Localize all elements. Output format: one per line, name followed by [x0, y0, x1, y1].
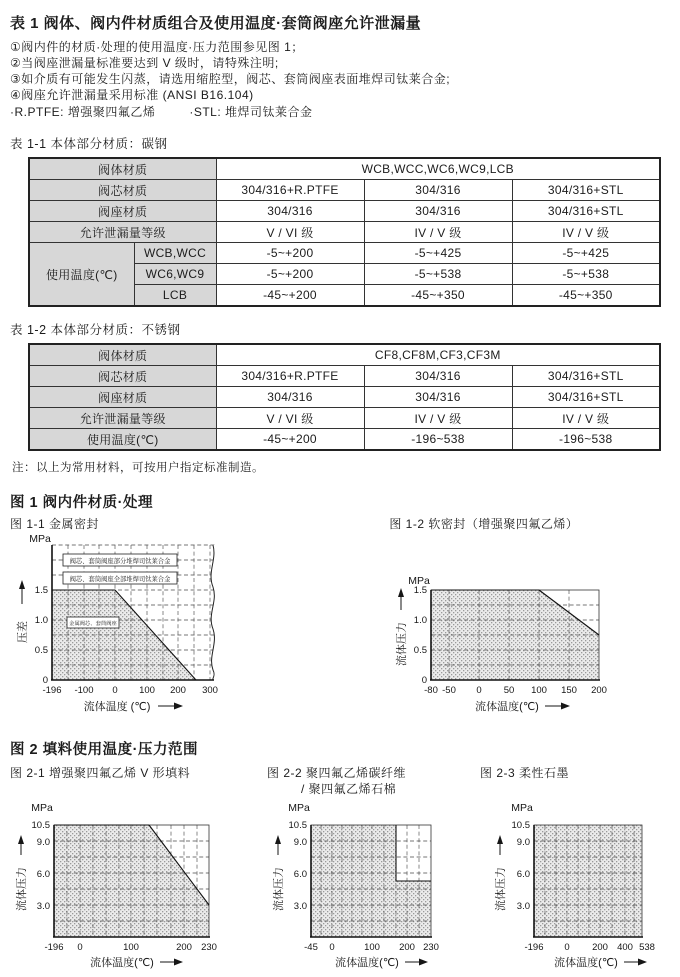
cell: -196~538	[512, 429, 660, 451]
table-stainless-steel	[28, 343, 661, 451]
y-unit-label: MPa	[408, 575, 431, 587]
note-3: ③如介质有可能发生闪蒸，请选用缩腔型，阀芯、套筒阀座表面堆焊司钛莱合金;	[10, 72, 451, 86]
figure2-3-block	[470, 765, 670, 977]
annotation-2-label: 阀芯、套筒阀座全部堆焊司钛莱合金	[69, 576, 171, 583]
x-tick-labels	[44, 942, 216, 953]
svg-text:流体压力: 流体压力	[273, 867, 285, 911]
table1-1-caption: 表 1-1 本体部分材质：碳钢	[10, 137, 168, 151]
svg-text:10.5: 10.5	[288, 820, 307, 831]
abbreviation-legend	[10, 103, 670, 121]
figure1-title: 图 1 阀内件材质·处理	[10, 495, 153, 511]
svg-text:流体温度 (℃): 流体温度 (℃)	[83, 701, 151, 713]
chart-fig2-1-vpacking	[10, 799, 225, 977]
cell: 304/316+R.PTFE	[216, 366, 364, 387]
y-tick-labels	[32, 820, 51, 912]
svg-text:流体温度(℃): 流体温度(℃)	[475, 701, 540, 713]
svg-text:0: 0	[476, 685, 482, 696]
table-row	[29, 243, 660, 264]
y-unit-label: MPa	[31, 802, 53, 814]
row-header-leak-class: 允许泄漏量等级	[29, 408, 216, 429]
svg-text:-50: -50	[442, 685, 457, 696]
up-arrow-icon	[497, 835, 503, 844]
cell: 304/316	[364, 180, 512, 201]
allowed-region-hatch	[534, 825, 642, 937]
svg-text:0: 0	[422, 675, 428, 686]
figure1-2-caption: 图 1-2 软密封（增强聚四氟乙烯）	[389, 517, 579, 531]
y-tick-labels	[289, 820, 308, 912]
figure2-2-caption-line2: / 聚四氟乙烯石棉	[301, 782, 397, 796]
cell: IV / V 级	[364, 408, 512, 429]
subrow-header: WCB,WCC	[134, 243, 216, 264]
chart-fig1-2-soft-seal	[389, 532, 617, 722]
svg-text:100: 100	[364, 942, 380, 953]
svg-text:200: 200	[399, 942, 415, 953]
right-arrow-icon	[419, 959, 428, 966]
table-row	[29, 387, 660, 408]
x-axis-label	[335, 955, 428, 969]
cell: 304/316	[216, 387, 364, 408]
subrow-header: LCB	[134, 285, 216, 307]
table-row	[29, 222, 660, 243]
table1-2-caption: 表 1-2 本体部分材质：不锈钢	[10, 323, 181, 337]
svg-text:流体压力: 流体压力	[16, 867, 28, 911]
row-header-service-temp: 使用温度(℃)	[29, 243, 134, 307]
cell: -45~+200	[216, 429, 364, 451]
x-tick-labels	[424, 685, 607, 696]
legend-stl: ·STL: 堆焊司钛莱合金	[189, 105, 313, 119]
up-arrow-icon	[18, 835, 24, 844]
note-1: ①阀内件的材质·处理的使用温度·压力范围参见图 1；	[10, 40, 304, 54]
cell-body-material: WCB,WCC,WC6,WC9,LCB	[216, 158, 660, 180]
cell: -5~+538	[512, 264, 660, 285]
svg-text:3.0: 3.0	[293, 901, 307, 912]
svg-text:100: 100	[139, 685, 155, 696]
svg-text:50: 50	[504, 685, 515, 696]
svg-text:3.0: 3.0	[516, 901, 530, 912]
torn-edge-mask	[211, 545, 224, 680]
table-footnote: 注：以上为常用材料，可按用户指定标准制造。	[12, 462, 264, 474]
y-axis-label	[394, 588, 408, 666]
svg-text:230: 230	[201, 942, 217, 953]
cell: 304/316+STL	[512, 366, 660, 387]
figure2-row	[10, 765, 670, 977]
svg-text:0: 0	[77, 942, 83, 953]
svg-text:-45: -45	[304, 942, 318, 953]
x-axis-label	[476, 699, 571, 713]
figure2-1-caption: 图 2-1 增强聚四氟乙烯 V 形填料	[10, 766, 191, 780]
svg-text:1.5: 1.5	[414, 585, 428, 596]
svg-text:9.0: 9.0	[36, 837, 50, 848]
svg-text:0.5: 0.5	[414, 645, 428, 656]
svg-text:流体压力: 流体压力	[396, 622, 409, 666]
figure1-row	[10, 516, 670, 722]
figure2-2-caption-line1: 图 2-2 聚四氟乙烯碳纤维	[267, 766, 407, 780]
svg-text:1.0: 1.0	[34, 615, 48, 626]
y-tick-labels	[35, 585, 48, 686]
annotation-1-label: 阀芯、套筒阀座部分堆焊司钛莱合金	[69, 558, 171, 565]
svg-text:-196: -196	[524, 942, 544, 953]
x-tick-labels	[304, 942, 439, 953]
svg-text:200: 200	[591, 685, 608, 696]
svg-text:100: 100	[531, 685, 548, 696]
figure2-2-block	[255, 765, 470, 977]
region-label: 金属阀芯、套筒阀座	[69, 621, 117, 627]
cell: 304/316+STL	[512, 201, 660, 222]
figure1-1-block	[10, 516, 341, 722]
cell-body-material: CF8,CF8M,CF3,CF3M	[216, 344, 660, 366]
region-boundary-step	[396, 825, 431, 881]
right-arrow-icon	[174, 703, 183, 710]
row-header-seat-material: 阀座材质	[29, 201, 216, 222]
table-row	[29, 158, 660, 180]
cell: 304/316	[364, 366, 512, 387]
row-header-plug-material: 阀芯材质	[29, 366, 216, 387]
svg-text:230: 230	[423, 942, 439, 953]
row-header-leak-class: 允许泄漏量等级	[29, 222, 216, 243]
svg-text:流体压力: 流体压力	[495, 867, 507, 911]
x-axis-label	[90, 955, 183, 969]
row-header-plug-material: 阀芯材质	[29, 180, 216, 201]
cell: -45~+350	[364, 285, 512, 307]
chart-fig2-2-ptfe-carbon	[267, 799, 452, 977]
up-arrow-icon	[398, 588, 404, 597]
svg-text:压差: 压差	[17, 621, 29, 643]
x-axis-label	[554, 955, 647, 969]
y-axis-label	[14, 835, 28, 911]
svg-text:1.5: 1.5	[34, 585, 48, 596]
svg-text:3.0: 3.0	[36, 901, 50, 912]
y-axis-label	[271, 835, 285, 911]
x-axis-label	[84, 699, 183, 713]
table-row	[29, 408, 660, 429]
y-unit-label: MPa	[288, 802, 310, 814]
cell: 304/316+R.PTFE	[216, 180, 364, 201]
right-arrow-icon	[638, 959, 647, 966]
cell: -5~+538	[364, 264, 512, 285]
row-header-body-material: 阀体材质	[29, 158, 216, 180]
figure2-1-block	[10, 765, 255, 977]
svg-text:流体温度(℃): 流体温度(℃)	[335, 957, 399, 969]
figure2-title: 图 2 填料使用温度·压力范围	[10, 742, 198, 758]
cell: 304/316+STL	[512, 387, 660, 408]
table-row	[29, 344, 660, 366]
svg-text:-100: -100	[74, 685, 94, 696]
figure2-3-caption: 图 2-3 柔性石墨	[480, 766, 570, 780]
cell: -196~538	[364, 429, 512, 451]
svg-text:9.0: 9.0	[293, 837, 307, 848]
svg-text:0: 0	[112, 685, 118, 696]
table-row	[29, 366, 660, 387]
figure1-1-caption: 图 1-1 金属密封	[10, 517, 100, 531]
svg-text:-196: -196	[42, 685, 62, 696]
x-tick-labels	[42, 685, 217, 696]
cell: -45~+350	[512, 285, 660, 307]
svg-text:-196: -196	[44, 942, 64, 953]
y-unit-label: MPa	[511, 802, 533, 814]
table-row	[29, 429, 660, 451]
chart-fig1-1-metal-seal	[10, 532, 232, 722]
up-arrow-icon	[19, 580, 25, 589]
table-row	[29, 180, 660, 201]
row-header-seat-material: 阀座材质	[29, 387, 216, 408]
legend-rptfe: ·R.PTFE: 增强聚四氟乙烯	[10, 105, 156, 119]
svg-text:6.0: 6.0	[516, 869, 530, 880]
allowed-region-hatch	[431, 590, 599, 680]
table-row	[29, 201, 660, 222]
svg-text:1.0: 1.0	[414, 615, 428, 626]
cell: 304/316	[364, 387, 512, 408]
svg-text:200: 200	[592, 942, 608, 953]
cell: -45~+200	[216, 285, 364, 307]
svg-text:150: 150	[561, 685, 578, 696]
note-4: ④阀座允许泄漏量采用标准 (ANSI B16.104)	[10, 88, 254, 102]
cell: -5~+200	[216, 243, 364, 264]
svg-text:-80: -80	[424, 685, 439, 696]
svg-text:200: 200	[176, 942, 192, 953]
svg-text:400: 400	[617, 942, 633, 953]
cell: IV / V 级	[512, 408, 660, 429]
row-header-service-temp: 使用温度(℃)	[29, 429, 216, 451]
allowed-region-hatch	[54, 825, 209, 937]
cell: V / VI 级	[216, 408, 364, 429]
page-title: 表 1 阀体、阀内件材质组合及使用温度·套筒阀座允许泄漏量	[10, 15, 422, 32]
figure1-2-block	[389, 516, 670, 722]
cell: -5~+200	[216, 264, 364, 285]
svg-text:9.0: 9.0	[516, 837, 530, 848]
y-axis-label	[15, 580, 29, 643]
svg-text:流体温度(℃): 流体温度(℃)	[554, 957, 618, 969]
right-arrow-icon	[174, 959, 183, 966]
cell: V / VI 级	[216, 222, 364, 243]
cell: 304/316	[364, 201, 512, 222]
svg-text:100: 100	[123, 942, 139, 953]
cell: IV / V 级	[364, 222, 512, 243]
cell: 304/316	[216, 201, 364, 222]
svg-text:10.5: 10.5	[511, 820, 530, 831]
cell: IV / V 级	[512, 222, 660, 243]
svg-text:538: 538	[639, 942, 655, 953]
svg-text:200: 200	[170, 685, 186, 696]
svg-text:0: 0	[329, 942, 335, 953]
row-header-body-material: 阀体材质	[29, 344, 216, 366]
svg-text:流体温度(℃): 流体温度(℃)	[90, 957, 154, 969]
cell: -5~+425	[364, 243, 512, 264]
x-tick-labels	[524, 942, 654, 953]
y-tick-labels	[414, 585, 427, 686]
table-carbon-steel	[28, 157, 661, 307]
up-arrow-icon	[275, 835, 281, 844]
cell: -5~+425	[512, 243, 660, 264]
chart-fig2-3-graphite	[486, 799, 664, 977]
subrow-header: WC6,WC9	[134, 264, 216, 285]
svg-text:300: 300	[202, 685, 218, 696]
cell: 304/316+STL	[512, 180, 660, 201]
y-tick-labels	[512, 820, 531, 912]
right-arrow-icon	[561, 703, 570, 710]
svg-text:10.5: 10.5	[31, 820, 50, 831]
svg-text:6.0: 6.0	[293, 869, 307, 880]
y-axis-label	[493, 835, 507, 911]
y-unit-label: MPa	[29, 533, 51, 545]
svg-text:6.0: 6.0	[36, 869, 50, 880]
svg-text:0.5: 0.5	[34, 645, 48, 656]
svg-text:0: 0	[564, 942, 570, 953]
svg-text:0: 0	[42, 675, 48, 686]
note-2: ②当阀座泄漏量标准要达到 V 级时，请特殊注明;	[10, 56, 279, 70]
